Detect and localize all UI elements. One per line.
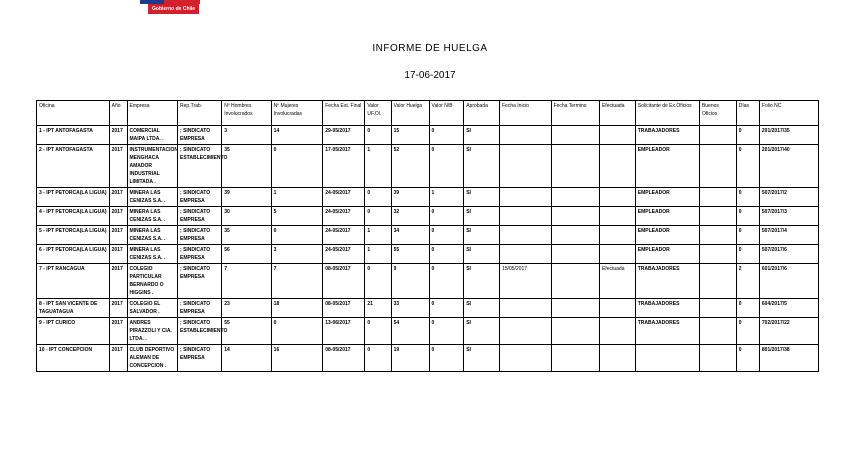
cell-folio: 702/2017/22 [759, 318, 818, 345]
cell-fecha-termino [551, 188, 599, 207]
cell-buenos-oficios [699, 345, 736, 372]
cell-dias: 0 [736, 207, 759, 226]
cell-empresa: MINERA LAS CENIZAS S.A. . [127, 207, 178, 226]
cell-aprobada: SI [464, 245, 500, 264]
cell-buenos-oficios [699, 318, 736, 345]
cell-valor-nb: 0 [429, 207, 464, 226]
cell-solicitante: EMPLEADOR [635, 226, 699, 245]
cell-efectuada [599, 318, 635, 345]
cell-rep-trab: ; SINDICATO EMPRESA [178, 264, 222, 299]
cell-folio: 801/2017/38 [759, 345, 818, 372]
cell-valor-huelga: 9 [391, 264, 429, 299]
cell-rep-trab: ; SINDICATO EMPRESA [178, 126, 222, 145]
cell-aprobada: SI [464, 188, 500, 207]
cell-empresa: ANDRES PIRAZZOLI Y CIA. LTDA. . [127, 318, 178, 345]
cell-valor-huelga: 54 [391, 318, 429, 345]
cell-valor-uf: 0 [365, 345, 391, 372]
header-aprobada: Aprobada [464, 101, 500, 126]
cell-empresa: INSTRUMENTACION MENGHACA AMADOR INDUSTRIAL LIMITADA . [127, 145, 178, 188]
cell-fecha-est-final: 08-05/2017 [323, 264, 365, 299]
cell-rep-trab: ; SINDICATO EMPRESA [178, 299, 222, 318]
cell-efectuada [599, 226, 635, 245]
cell-aprobada: SI [464, 207, 500, 226]
cell-rep-trab: ; SINDICATO EMPRESA [178, 245, 222, 264]
header-ano: Año [109, 101, 127, 126]
cell-fecha-est-final: 08-05/2017 [323, 345, 365, 372]
cell-valor-uf: 21 [365, 299, 391, 318]
cell-empresa: MINERA LAS CENIZAS S.A. . [127, 188, 178, 207]
cell-hombres: 3 [222, 126, 271, 145]
cell-fecha-inicio [500, 207, 552, 226]
cell-dias: 0 [736, 345, 759, 372]
cell-aprobada: SI [464, 126, 500, 145]
cell-valor-uf: 0 [365, 318, 391, 345]
cell-dias: 0 [736, 226, 759, 245]
table-row [37, 345, 819, 372]
cell-fecha-inicio [500, 188, 552, 207]
cell-valor-nb: 0 [429, 245, 464, 264]
report-date: 17-06-2017 [404, 70, 456, 81]
cell-fecha-inicio [500, 226, 552, 245]
cell-oficina: 7 - IPT RANCAGUA [37, 264, 110, 299]
cell-efectuada [599, 145, 635, 188]
cell-valor-uf: 1 [365, 245, 391, 264]
cell-efectuada [599, 299, 635, 318]
cell-empresa: COLEGIO PARTICULAR BERNARDO O HIGGINS . [127, 264, 178, 299]
cell-rep-trab: ; SINDICATO ESTABLECIMIENTO [178, 145, 222, 188]
cell-valor-nb: 0 [429, 345, 464, 372]
cell-valor-nb: 0 [429, 126, 464, 145]
cell-buenos-oficios [699, 264, 736, 299]
cell-oficina: 10 - IPT CONCEPCION [37, 345, 110, 372]
cell-hombres: 39 [222, 188, 271, 207]
cell-valor-huelga: 34 [391, 226, 429, 245]
report-title: INFORME DE HUELGA [372, 43, 488, 54]
cell-solicitante: EMPLEADOR [635, 207, 699, 226]
cell-valor-uf: 0 [365, 207, 391, 226]
header-row [37, 101, 819, 126]
cell-valor-huelga: 33 [391, 299, 429, 318]
cell-oficina: 3 - IPT PETORCA(LA LIGUA) [37, 188, 110, 207]
cell-buenos-oficios [699, 126, 736, 145]
cell-folio: 601/2017/6 [759, 264, 818, 299]
logo-text: Gobierno de Chile [148, 4, 199, 14]
cell-buenos-oficios [699, 299, 736, 318]
header-fecha-est-final: Fecha Est. Final [323, 101, 365, 126]
cell-empresa: MINERA LAS CENIZAS S.A. . [127, 245, 178, 264]
cell-empresa: COLEGIO EL SALVADOR . [127, 299, 178, 318]
cell-valor-huelga: 52 [391, 145, 429, 188]
cell-rep-trab: ; SINDICATO ESTABLECIMIENTO [178, 318, 222, 345]
table-body [37, 126, 819, 372]
cell-valor-uf: 1 [365, 226, 391, 245]
table-row [37, 264, 819, 299]
cell-folio: 507/2017/2 [759, 188, 818, 207]
header-fecha-termino: Fecha Termino [551, 101, 599, 126]
table-row [37, 145, 819, 188]
cell-buenos-oficios [699, 207, 736, 226]
table-row [37, 299, 819, 318]
cell-fecha-termino [551, 207, 599, 226]
cell-valor-nb: 0 [429, 264, 464, 299]
cell-folio: 507/2017/6 [759, 245, 818, 264]
cell-mujeres: 18 [271, 299, 323, 318]
cell-fecha-termino [551, 318, 599, 345]
cell-fecha-inicio [500, 245, 552, 264]
cell-aprobada: SI [464, 299, 500, 318]
table-row [37, 207, 819, 226]
cell-valor-huelga: 19 [391, 345, 429, 372]
cell-mujeres: 3 [271, 245, 323, 264]
cell-rep-trab: ; SINDICATO EMPRESA [178, 345, 222, 372]
cell-aprobada: SI [464, 145, 500, 188]
header-valor-huelga: Valor Huelga [391, 101, 429, 126]
cell-buenos-oficios [699, 188, 736, 207]
cell-fecha-est-final: 24-05/2017 [323, 188, 365, 207]
header-mujeres: Nº Mujeres Involucradas [271, 101, 323, 126]
header-hombres: Nº Hombres Involucrados [222, 101, 271, 126]
cell-rep-trab: ; SINDICATO EMPRESA [178, 207, 222, 226]
cell-buenos-oficios [699, 145, 736, 188]
table-row [37, 318, 819, 345]
table-row [37, 126, 819, 145]
cell-fecha-est-final: 24-05/2017 [323, 207, 365, 226]
cell-efectuada [599, 345, 635, 372]
cell-rep-trab: ; SINDICATO EMPRESA [178, 226, 222, 245]
header-fecha-inicio: Fecha Inicio [500, 101, 552, 126]
cell-fecha-termino [551, 264, 599, 299]
gobierno-logo [140, 0, 200, 14]
strike-report-table [36, 100, 819, 372]
cell-mujeres: 0 [271, 318, 323, 345]
header-folio: Folio NC [759, 101, 818, 126]
cell-rep-trab: ; SINDICATO EMPRESA [178, 188, 222, 207]
header-valor-uf: Valor UF.Ol. [365, 101, 391, 126]
cell-fecha-inicio [500, 299, 552, 318]
cell-solicitante: EMPLEADOR [635, 145, 699, 188]
cell-solicitante: EMPLEADOR [635, 188, 699, 207]
cell-dias: 0 [736, 188, 759, 207]
cell-oficina: 4 - IPT PETORCA(LA LIGUA) [37, 207, 110, 226]
cell-fecha-est-final: 24-05/2017 [323, 245, 365, 264]
cell-dias: 0 [736, 318, 759, 345]
header-rep-trab: Rep.Trab. [178, 101, 222, 126]
cell-valor-huelga: 55 [391, 245, 429, 264]
header-empresa: Empresa [127, 101, 178, 126]
cell-hombres: 35 [222, 226, 271, 245]
cell-mujeres: 1 [271, 188, 323, 207]
cell-fecha-termino [551, 345, 599, 372]
cell-solicitante: TRABAJADORES [635, 318, 699, 345]
cell-fecha-termino [551, 245, 599, 264]
cell-valor-nb: 0 [429, 145, 464, 188]
cell-dias: 0 [736, 299, 759, 318]
cell-folio: 507/2017/4 [759, 226, 818, 245]
cell-aprobada: SI [464, 226, 500, 245]
table-row [37, 245, 819, 264]
cell-buenos-oficios [699, 245, 736, 264]
cell-dias: 2 [736, 264, 759, 299]
cell-hombres: 30 [222, 207, 271, 226]
cell-efectuada [599, 245, 635, 264]
cell-mujeres: 16 [271, 345, 323, 372]
header-solicitante: Solicitante de Ex.Oficios [635, 101, 699, 126]
cell-solicitante: TRABAJADORES [635, 264, 699, 299]
cell-ano: 2017 [109, 145, 127, 188]
cell-hombres: 35 [222, 145, 271, 188]
cell-fecha-est-final: 24-05/2017 [323, 226, 365, 245]
cell-efectuada [599, 188, 635, 207]
table-row [37, 188, 819, 207]
cell-valor-uf: 1 [365, 145, 391, 188]
cell-aprobada: SI [464, 318, 500, 345]
cell-valor-uf: 0 [365, 188, 391, 207]
cell-hombres: 14 [222, 345, 271, 372]
cell-solicitante [635, 345, 699, 372]
cell-ano: 2017 [109, 345, 127, 372]
cell-oficina: 5 - IPT PETORCA(LA LIGUA) [37, 226, 110, 245]
cell-fecha-termino [551, 226, 599, 245]
cell-efectuada: Efectuada [599, 264, 635, 299]
cell-solicitante: TRABAJADORES [635, 126, 699, 145]
cell-mujeres: 5 [271, 207, 323, 226]
cell-fecha-inicio [500, 145, 552, 188]
cell-ano: 2017 [109, 207, 127, 226]
cell-valor-nb: 0 [429, 299, 464, 318]
cell-hombres: 23 [222, 299, 271, 318]
cell-ano: 2017 [109, 226, 127, 245]
cell-fecha-inicio: 15/05/2017 [500, 264, 552, 299]
cell-efectuada [599, 126, 635, 145]
cell-folio: 201/2017/40 [759, 145, 818, 188]
cell-fecha-est-final: 29-05/2017 [323, 126, 365, 145]
cell-hombres: 56 [222, 245, 271, 264]
cell-empresa: MINERA LAS CENIZAS S.A. . [127, 226, 178, 245]
cell-ano: 2017 [109, 264, 127, 299]
cell-ano: 2017 [109, 245, 127, 264]
cell-valor-huelga: 32 [391, 207, 429, 226]
cell-fecha-est-final: 08-05/2017 [323, 299, 365, 318]
cell-oficina: 1 - IPT ANTOFAGASTA [37, 126, 110, 145]
cell-mujeres: 7 [271, 264, 323, 299]
cell-oficina: 6 - IPT PETORCA(LA LIGUA) [37, 245, 110, 264]
cell-mujeres: 0 [271, 226, 323, 245]
cell-hombres: 7 [222, 264, 271, 299]
cell-solicitante: TRABAJADORES [635, 299, 699, 318]
cell-empresa: CLUB DEPORTIVO ALEMAN DE CONCEPCION . [127, 345, 178, 372]
cell-oficina: 2 - IPT ANTOFAGASTA [37, 145, 110, 188]
cell-dias: 0 [736, 145, 759, 188]
cell-buenos-oficios [699, 226, 736, 245]
cell-folio: 604/2017/5 [759, 299, 818, 318]
cell-valor-uf: 0 [365, 126, 391, 145]
header-efectuada: Efectuada [599, 101, 635, 126]
cell-fecha-termino [551, 145, 599, 188]
cell-valor-nb: 0 [429, 318, 464, 345]
cell-valor-uf: 0 [365, 264, 391, 299]
cell-oficina: 8 - IPT SAN VICENTE DE TAGUATAGUA [37, 299, 110, 318]
header-valor-nb: Valor N/B [429, 101, 464, 126]
table-row [37, 226, 819, 245]
cell-dias: 0 [736, 245, 759, 264]
cell-ano: 2017 [109, 299, 127, 318]
cell-valor-nb: 1 [429, 188, 464, 207]
cell-efectuada [599, 207, 635, 226]
cell-oficina: 9 - IPT CURICO [37, 318, 110, 345]
table-header [37, 101, 819, 126]
cell-dias: 0 [736, 126, 759, 145]
cell-mujeres: 0 [271, 145, 323, 188]
cell-valor-huelga: 15 [391, 126, 429, 145]
cell-ano: 2017 [109, 126, 127, 145]
cell-solicitante: EMPLEADOR [635, 245, 699, 264]
cell-fecha-inicio [500, 126, 552, 145]
cell-fecha-est-final: 17-05/2017 [323, 145, 365, 188]
cell-fecha-est-final: 13-06/2017 [323, 318, 365, 345]
cell-ano: 2017 [109, 318, 127, 345]
cell-fecha-inicio [500, 345, 552, 372]
cell-fecha-inicio [500, 318, 552, 345]
cell-valor-nb: 0 [429, 226, 464, 245]
cell-valor-huelga: 39 [391, 188, 429, 207]
cell-fecha-termino [551, 299, 599, 318]
header-oficina: Oficina [37, 101, 110, 126]
cell-fecha-termino [551, 126, 599, 145]
cell-ano: 2017 [109, 188, 127, 207]
header-buenos-oficios: Buenos Oficios [699, 101, 736, 126]
cell-aprobada: SI [464, 264, 500, 299]
cell-folio: 507/2017/3 [759, 207, 818, 226]
cell-mujeres: 14 [271, 126, 323, 145]
cell-aprobada: SI [464, 345, 500, 372]
cell-hombres: 55 [222, 318, 271, 345]
header-dias: Días [736, 101, 759, 126]
cell-empresa: COMERCIAL MAIPA LTDA. . [127, 126, 178, 145]
cell-folio: 201/2017/35 [759, 126, 818, 145]
